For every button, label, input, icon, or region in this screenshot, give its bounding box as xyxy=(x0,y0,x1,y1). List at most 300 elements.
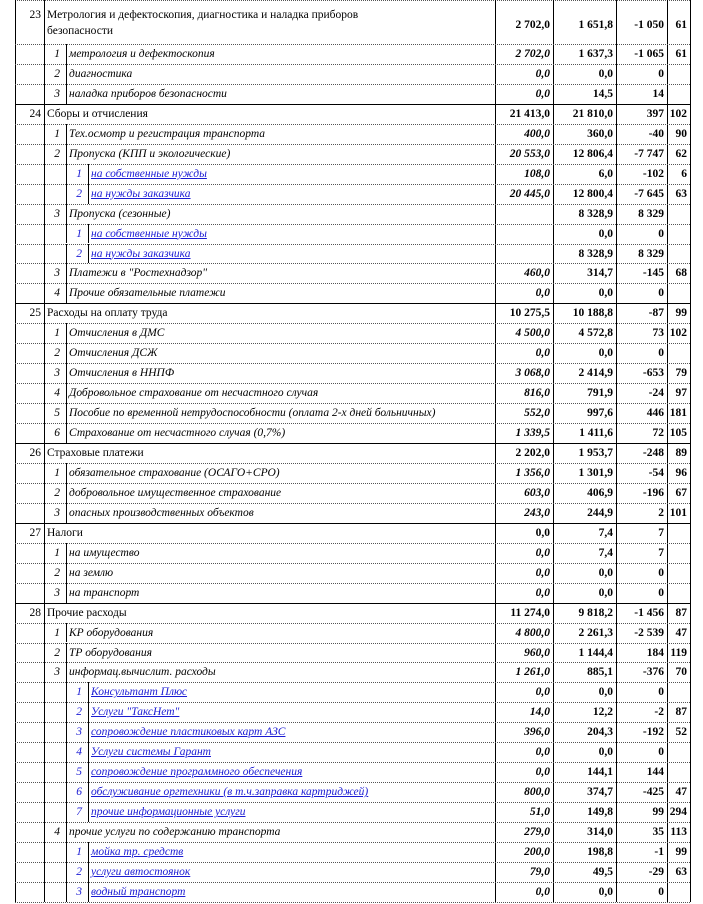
percent-value: 89 xyxy=(675,447,687,459)
item-name: на нужды заказчика xyxy=(91,247,191,260)
indent-vline xyxy=(66,263,67,283)
fact-value: 12,2 xyxy=(592,706,613,719)
item-name: на транспорт xyxy=(69,586,140,599)
row-index: 2 xyxy=(76,865,82,878)
row-index: 3 xyxy=(76,726,82,739)
item-name: Добровольное страхование от несчастного случая xyxy=(69,387,319,400)
diff-value: -40 xyxy=(648,127,664,140)
item-name: Сборы и отчисления xyxy=(47,107,148,120)
fact-value: 314,7 xyxy=(587,267,613,280)
percent-value: 87 xyxy=(675,706,687,719)
plan-value: 0,0 xyxy=(535,347,550,360)
row-divider xyxy=(15,543,690,544)
indent-vline xyxy=(88,882,89,902)
plan-value: 243,0 xyxy=(524,506,550,519)
indent-vline xyxy=(66,543,67,563)
item-name: Прочие обязательные платежи xyxy=(69,287,226,300)
row-index: 1 xyxy=(54,546,60,559)
indent-vline xyxy=(66,383,67,403)
diff-value: -425 xyxy=(642,786,664,799)
indent-vline xyxy=(66,323,67,343)
item-name: Платежи в "Ростехнадзор" xyxy=(69,267,208,280)
row-index: 6 xyxy=(76,786,82,799)
row-divider xyxy=(15,443,690,444)
fact-value: 0,0 xyxy=(598,885,613,898)
diff-value: -2 xyxy=(654,706,664,719)
plan-value: 20 553,0 xyxy=(509,147,550,160)
percent-value: 99 xyxy=(675,307,687,320)
fact-value: 314,0 xyxy=(587,826,613,839)
indent-vline xyxy=(66,563,67,583)
fact-value: 2 261,3 xyxy=(578,626,613,639)
diff-value: -1 050 xyxy=(634,19,664,31)
indent-vline xyxy=(88,862,89,882)
indent-vline xyxy=(66,124,67,144)
indent-vline xyxy=(88,702,89,722)
row-divider xyxy=(15,662,690,663)
diff-value: 0 xyxy=(658,67,664,80)
plan-value: 14,0 xyxy=(529,706,550,719)
percent-value: 294 xyxy=(669,806,687,819)
indent-vline xyxy=(66,204,67,224)
plan-value: 396,0 xyxy=(524,726,550,739)
row-index: 1 xyxy=(76,846,82,858)
diff-value: -248 xyxy=(642,447,664,459)
diff-value: -653 xyxy=(642,367,664,380)
plan-value: 460,0 xyxy=(524,267,550,280)
fact-value: 791,9 xyxy=(587,387,613,400)
indent-vline xyxy=(66,144,67,164)
plan-value: 51,0 xyxy=(529,806,550,819)
row-index: 4 xyxy=(76,746,82,759)
indent-vline xyxy=(66,483,67,503)
item-name: Страхование от несчастного случая (0,7%) xyxy=(69,427,286,440)
diff-value: -1 xyxy=(654,846,664,858)
indent-vline xyxy=(66,423,67,443)
plan-value: 800,0 xyxy=(524,786,550,799)
indent-vline xyxy=(66,403,67,423)
percent-value: 47 xyxy=(675,786,687,799)
indent-vline xyxy=(66,463,67,483)
fact-value: 9 818,2 xyxy=(578,606,613,619)
row-divider xyxy=(15,702,690,703)
row-index: 1 xyxy=(76,686,82,699)
indent-vline xyxy=(66,84,67,104)
item-name: информац.вычислит. расходы xyxy=(69,666,216,679)
percent-value: 79 xyxy=(675,367,687,380)
diff-value: -29 xyxy=(648,865,664,878)
grid-vline xyxy=(690,0,691,902)
row-index: 3 xyxy=(54,666,60,679)
row-index: 2 xyxy=(54,67,60,80)
percent-value: 87 xyxy=(675,606,687,619)
plan-value: 1 339,5 xyxy=(515,427,550,440)
row-divider xyxy=(15,124,690,125)
row-index: 1 xyxy=(54,48,60,60)
item-name: Тех.осмотр и регистрация транспорта xyxy=(69,127,266,140)
row-index: 3 xyxy=(54,367,60,380)
row-divider xyxy=(15,184,690,185)
plan-value: 10 275,5 xyxy=(509,307,550,320)
diff-value: -102 xyxy=(642,167,664,180)
fact-value: 8 328,9 xyxy=(578,247,613,260)
indent-vline xyxy=(88,224,89,244)
row-divider xyxy=(15,802,690,803)
diff-value: 14 xyxy=(652,87,664,100)
indent-vline xyxy=(88,802,89,822)
row-index: 3 xyxy=(54,87,60,100)
item-name: Расходы на оплату труда xyxy=(47,307,168,320)
percent-value: 70 xyxy=(675,666,687,679)
fact-value: 10 188,8 xyxy=(572,307,613,320)
indent-vline xyxy=(66,503,67,523)
row-index: 1 xyxy=(54,466,60,479)
diff-value: -376 xyxy=(642,666,664,679)
diff-value: 2 xyxy=(658,506,664,519)
item-name-line2: безопасности xyxy=(47,25,114,37)
item-name: Метрология и дефектоскопия, диагностика и наладка приборов xyxy=(47,9,359,21)
item-name: прочие услуги по содержанию транспорта xyxy=(69,826,281,839)
fact-value: 21 810,0 xyxy=(572,107,613,120)
row-index: 1 xyxy=(76,167,82,180)
diff-value: -7 747 xyxy=(634,147,664,160)
row-index: 2 xyxy=(76,706,82,719)
row-index: 2 xyxy=(54,347,60,360)
row-divider xyxy=(15,862,690,863)
diff-value: 446 xyxy=(646,407,664,420)
diff-value: 99 xyxy=(652,806,664,819)
item-name: метрология и дефектоскопия xyxy=(69,48,215,60)
item-name: добровольное имущественное страхование xyxy=(69,486,282,499)
plan-value: 4 500,0 xyxy=(515,327,550,340)
item-name: ТР оборудования xyxy=(69,646,152,659)
indent-vline xyxy=(66,822,67,842)
diff-value: -1 456 xyxy=(634,606,664,619)
item-name: прочие информационные услуги xyxy=(91,806,246,819)
percent-value: 63 xyxy=(675,865,687,878)
diff-value: 0 xyxy=(658,746,664,759)
diff-value: 0 xyxy=(658,347,664,360)
item-name: Услуги системы Гарант xyxy=(91,746,211,759)
item-name: на имущество xyxy=(69,546,140,559)
indent-vline xyxy=(66,643,67,663)
indent-vline xyxy=(88,742,89,762)
diff-value: 397 xyxy=(646,107,664,120)
fact-value: 1 953,7 xyxy=(578,447,613,459)
diff-value: 184 xyxy=(646,646,664,659)
row-divider xyxy=(15,822,690,823)
fact-value: 0,0 xyxy=(598,686,613,699)
item-name: сопровождение программного обеспечения xyxy=(91,766,303,779)
row-index: 3 xyxy=(54,207,60,220)
top-border xyxy=(15,0,690,1)
row-divider xyxy=(15,104,690,105)
row-divider xyxy=(15,323,690,324)
plan-value: 0,0 xyxy=(535,87,550,100)
fact-value: 0,0 xyxy=(598,347,613,360)
row-divider xyxy=(15,303,690,304)
row-divider xyxy=(15,762,690,763)
percent-value: 47 xyxy=(675,626,687,639)
fact-value: 49,5 xyxy=(592,865,613,878)
fact-value: 1 637,3 xyxy=(578,48,613,60)
fact-value: 885,1 xyxy=(587,666,613,679)
row-divider xyxy=(15,263,690,264)
indent-vline xyxy=(88,842,89,862)
diff-value: 73 xyxy=(652,327,664,340)
item-name: на землю xyxy=(69,566,114,579)
item-name: наладка приборов безопасности xyxy=(69,87,227,100)
item-name: КР оборудования xyxy=(69,626,154,639)
fact-value: 12 806,4 xyxy=(572,147,613,160)
row-index: 2 xyxy=(54,566,60,579)
diff-value: -87 xyxy=(648,307,664,320)
indent-vline xyxy=(66,662,67,682)
row-divider xyxy=(15,842,690,843)
row-number: 24 xyxy=(29,107,41,120)
row-divider xyxy=(15,722,690,723)
row-index: 1 xyxy=(54,327,60,340)
item-name: Отчисления в ДМС xyxy=(69,327,165,340)
row-divider xyxy=(15,363,690,364)
percent-value: 52 xyxy=(675,726,687,739)
row-divider xyxy=(15,283,690,284)
row-divider xyxy=(15,84,690,85)
fact-value: 144,1 xyxy=(587,766,613,779)
fact-value: 997,6 xyxy=(587,407,613,420)
item-name: на нужды заказчика xyxy=(91,187,191,200)
fact-value: 0,0 xyxy=(598,566,613,579)
indent-vline xyxy=(88,164,89,184)
fact-value: 12 800,4 xyxy=(572,187,613,200)
row-index: 2 xyxy=(54,486,60,499)
diff-value: 0 xyxy=(658,227,664,240)
percent-value: 101 xyxy=(669,506,687,519)
row-index: 4 xyxy=(54,826,60,839)
indent-vline xyxy=(88,762,89,782)
plan-value: 0,0 xyxy=(535,526,550,539)
row-divider xyxy=(15,643,690,644)
plan-value: 0,0 xyxy=(535,67,550,80)
indent-vline xyxy=(66,283,67,303)
plan-value: 20 445,0 xyxy=(509,187,550,200)
item-name: мойка тр. средств xyxy=(91,846,184,858)
diff-value: -54 xyxy=(648,466,664,479)
row-index: 2 xyxy=(54,646,60,659)
row-divider xyxy=(15,204,690,205)
fact-value: 1 411,6 xyxy=(579,427,613,440)
row-index: 5 xyxy=(76,766,82,779)
plan-value: 21 413,0 xyxy=(509,107,550,120)
diff-value: 7 xyxy=(658,546,664,559)
row-divider xyxy=(15,244,690,245)
diff-value: -192 xyxy=(642,726,664,739)
row-index: 3 xyxy=(54,586,60,599)
row-divider xyxy=(15,144,690,145)
item-name: Прочие расходы xyxy=(47,606,127,619)
row-divider xyxy=(15,742,690,743)
plan-value: 200,0 xyxy=(524,846,550,858)
diff-value: 8 329 xyxy=(638,247,664,260)
plan-value: 0,0 xyxy=(535,546,550,559)
fact-value: 0,0 xyxy=(598,67,613,80)
plan-value: 0,0 xyxy=(535,287,550,300)
indent-vline xyxy=(88,722,89,742)
percent-value: 96 xyxy=(675,466,687,479)
row-divider xyxy=(15,463,690,464)
row-number: 23 xyxy=(29,9,41,21)
diff-value: 0 xyxy=(658,287,664,300)
fact-value: 406,9 xyxy=(587,486,613,499)
fact-value: 360,0 xyxy=(587,127,613,140)
row-index: 3 xyxy=(54,267,60,280)
item-name: Консультант Плюс xyxy=(91,686,188,699)
percent-value: 67 xyxy=(675,486,687,499)
indent-vline xyxy=(88,782,89,802)
row-index: 3 xyxy=(76,885,82,898)
plan-value: 816,0 xyxy=(524,387,550,400)
fact-value: 204,3 xyxy=(587,726,613,739)
percent-value: 68 xyxy=(675,267,687,280)
row-divider xyxy=(15,902,690,903)
plan-value: 2 702,0 xyxy=(515,19,550,31)
diff-value: 7 xyxy=(658,526,664,539)
item-name: на собственные нужды xyxy=(91,167,207,180)
diff-value: 0 xyxy=(658,586,664,599)
row-index: 3 xyxy=(54,506,60,519)
row-divider xyxy=(15,44,690,45)
row-divider xyxy=(15,383,690,384)
item-name: обязательное страхование (ОСАГО+СРО) xyxy=(69,466,280,479)
indent-vline xyxy=(88,184,89,204)
row-divider xyxy=(15,563,690,564)
percent-value: 62 xyxy=(675,147,687,160)
row-index: 1 xyxy=(54,626,60,639)
row-divider xyxy=(15,423,690,424)
row-index: 5 xyxy=(54,407,60,420)
percent-value: 63 xyxy=(675,187,687,200)
item-name: услуги автостоянок xyxy=(91,865,191,878)
row-divider xyxy=(15,682,690,683)
fact-value: 1 144,4 xyxy=(578,646,613,659)
percent-value: 6 xyxy=(681,167,687,180)
fact-value: 6,0 xyxy=(598,167,613,180)
row-divider xyxy=(15,164,690,165)
percent-value: 105 xyxy=(669,427,687,440)
item-name: Налоги xyxy=(47,526,83,539)
plan-value: 0,0 xyxy=(535,885,550,898)
item-name: Отчисления в ННПФ xyxy=(69,367,175,380)
fact-value: 7,4 xyxy=(598,546,613,559)
plan-value: 3 068,0 xyxy=(515,367,550,380)
percent-value: 102 xyxy=(669,327,687,340)
fact-value: 1 651,8 xyxy=(578,19,613,31)
row-number: 25 xyxy=(29,307,41,320)
fact-value: 14,5 xyxy=(592,87,613,100)
plan-value: 1 261,0 xyxy=(515,666,550,679)
fact-value: 0,0 xyxy=(598,227,613,240)
row-divider xyxy=(15,343,690,344)
item-name: водный транспорт xyxy=(91,885,186,898)
row-index: 6 xyxy=(54,427,60,440)
percent-value: 61 xyxy=(675,19,687,31)
plan-value: 108,0 xyxy=(524,167,550,180)
row-index: 1 xyxy=(76,227,82,240)
row-divider xyxy=(15,403,690,404)
fact-value: 244,9 xyxy=(587,506,613,519)
diff-value: 35 xyxy=(652,826,664,839)
row-divider xyxy=(15,503,690,504)
diff-value: -7 645 xyxy=(634,187,664,200)
fact-value: 1 301,9 xyxy=(578,466,613,479)
plan-value: 400,0 xyxy=(524,127,550,140)
row-index: 4 xyxy=(54,387,60,400)
diff-value: -196 xyxy=(642,486,664,499)
row-index: 1 xyxy=(54,127,60,140)
item-name: обслуживание оргтехники (в т.ч.заправка картриджей) xyxy=(91,786,369,799)
item-name: Страховые платежи xyxy=(47,447,144,459)
item-name: Пособие по временной нетрудоспособности (оплата 2-х дней больничных) xyxy=(69,407,436,420)
diff-value: 0 xyxy=(658,566,664,579)
fact-value: 2 414,9 xyxy=(578,367,613,380)
percent-value: 97 xyxy=(675,387,687,400)
percent-value: 102 xyxy=(669,107,687,120)
item-name: на собственные нужды xyxy=(91,227,207,240)
fact-value: 149,8 xyxy=(587,806,613,819)
row-divider xyxy=(15,523,690,524)
indent-vline xyxy=(66,64,67,84)
row-divider xyxy=(15,64,690,65)
indent-vline xyxy=(88,244,89,264)
row-divider xyxy=(15,603,690,604)
indent-vline xyxy=(66,363,67,383)
plan-value: 960,0 xyxy=(524,646,550,659)
fact-value: 0,0 xyxy=(598,746,613,759)
plan-value: 0,0 xyxy=(535,746,550,759)
plan-value: 1 356,0 xyxy=(515,466,550,479)
item-name: Отчисления ДСЖ xyxy=(69,347,158,360)
plan-value: 0,0 xyxy=(535,566,550,579)
plan-value: 603,0 xyxy=(524,486,550,499)
percent-value: 181 xyxy=(669,407,687,420)
percent-value: 99 xyxy=(675,846,687,858)
fact-value: 7,4 xyxy=(598,526,613,539)
plan-value: 279,0 xyxy=(524,826,550,839)
row-divider xyxy=(15,623,690,624)
fact-value: 4 572,8 xyxy=(578,327,613,340)
plan-value: 2 702,0 xyxy=(515,48,550,60)
indent-vline xyxy=(88,682,89,702)
row-number: 27 xyxy=(29,526,41,539)
row-index: 4 xyxy=(54,287,60,300)
plan-value: 2 202,0 xyxy=(515,447,550,459)
row-index: 2 xyxy=(54,147,60,160)
row-divider xyxy=(15,224,690,225)
row-number: 26 xyxy=(29,447,41,459)
diff-value: 0 xyxy=(658,885,664,898)
row-divider xyxy=(15,782,690,783)
percent-value: 119 xyxy=(670,646,687,659)
row-index: 7 xyxy=(76,806,82,819)
row-divider xyxy=(15,882,690,883)
diff-value: 8 329 xyxy=(638,207,664,220)
indent-vline xyxy=(66,583,67,603)
fact-value: 198,8 xyxy=(587,846,613,858)
item-name: Пропуска (сезонные) xyxy=(69,207,171,220)
item-name: Услуги "ТаксНет" xyxy=(91,706,180,719)
item-name: сопровождение пластиковых карт АЗС xyxy=(91,726,286,739)
percent-value: 90 xyxy=(675,127,687,140)
